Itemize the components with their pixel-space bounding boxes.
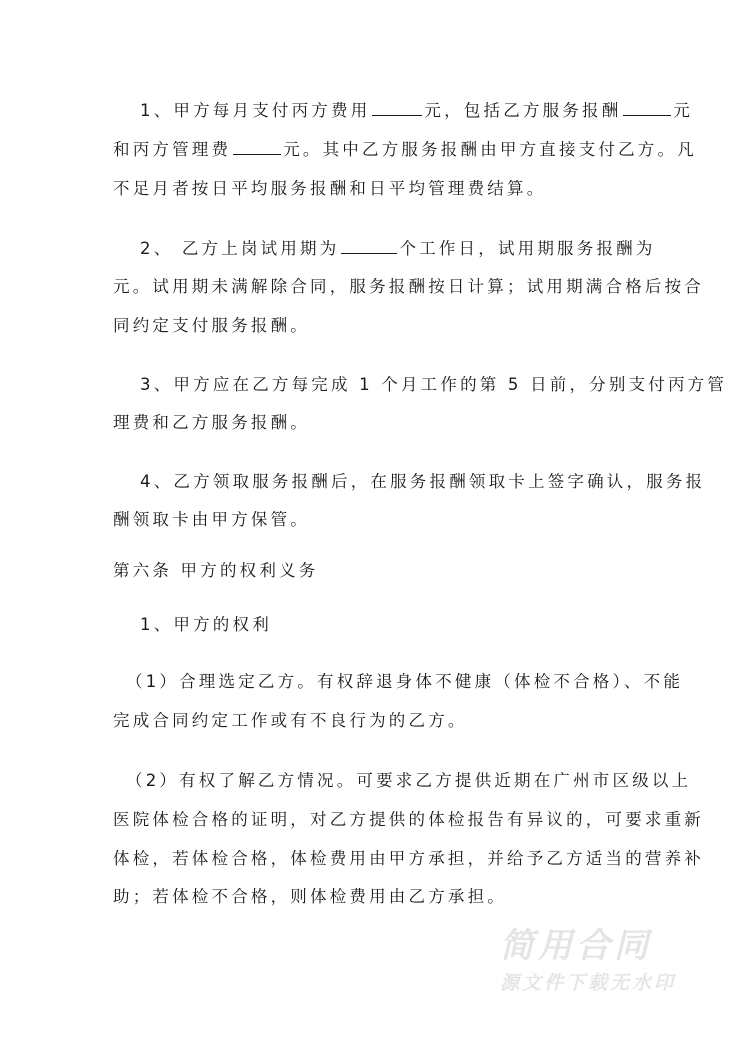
text: 和丙方管理费 [113, 140, 232, 159]
item2-line3: 体检，若体检合格，体检费用由甲方承担，并给予乙方适当的营养补 [113, 849, 704, 868]
blank-mgmt-fee [233, 138, 281, 155]
p3-line1: 3、甲方应在乙方每完成 1 个月工作的第 5 日前，分别支付丙方管 [140, 375, 728, 394]
blank-fee [372, 99, 422, 116]
text: 1、甲方每月支付丙方费用 [140, 101, 371, 120]
p3-line2: 理费和乙方服务报酬。 [113, 413, 310, 432]
watermark-subtitle: 源文件下载无水印 [500, 972, 677, 994]
text: 个工作日，试用期服务报酬为 [399, 239, 656, 258]
text: 2、 乙方上岗试用期为 [140, 239, 340, 258]
text: 元 [673, 101, 694, 120]
p2-line3: 同约定支付服务报酬。 [113, 316, 310, 335]
section-title: 第六条 甲方的权利义务 [113, 561, 319, 580]
item2-line4: 助；若体检不合格，则体检费用由乙方承担。 [113, 887, 507, 906]
text: 元。其中乙方服务报酬由甲方直接支付乙方。凡 [283, 140, 697, 159]
p1-line2 [113, 138, 697, 161]
p1-line3: 不足月者按日平均服务报酬和日平均管理费结算。 [113, 179, 547, 198]
p4-line2: 酬领取卡由甲方保管。 [113, 510, 310, 529]
p2-line2: 元。试用期未满解除合同，服务报酬按日计算；试用期满合格后按合 [113, 277, 704, 296]
blank-reward [623, 99, 671, 116]
text: 元，包括乙方服务报酬 [424, 101, 622, 120]
subsection-title: 1、甲方的权利 [140, 615, 272, 634]
item2-line2: 医院体检合格的证明，对乙方提供的体检报告有异议的，可要求重新 [113, 810, 704, 829]
item1-line1: （1）合理选定乙方。有权辞退身体不健康（体检不合格）、不能 [126, 672, 684, 691]
p1-line1 [140, 99, 694, 122]
item2-line1: （2）有权了解乙方情况。可要求乙方提供近期在广州市区级以上 [126, 771, 692, 790]
blank-trial-days [341, 237, 397, 254]
p4-line1: 4、乙方领取服务报酬后，在服务报酬领取卡上签字确认，服务报 [140, 472, 706, 491]
p2-line1 [140, 237, 660, 260]
item1-line2: 完成合同约定工作或有不良行为的乙方。 [113, 711, 468, 730]
watermark-title: 简用合同 [500, 926, 652, 966]
